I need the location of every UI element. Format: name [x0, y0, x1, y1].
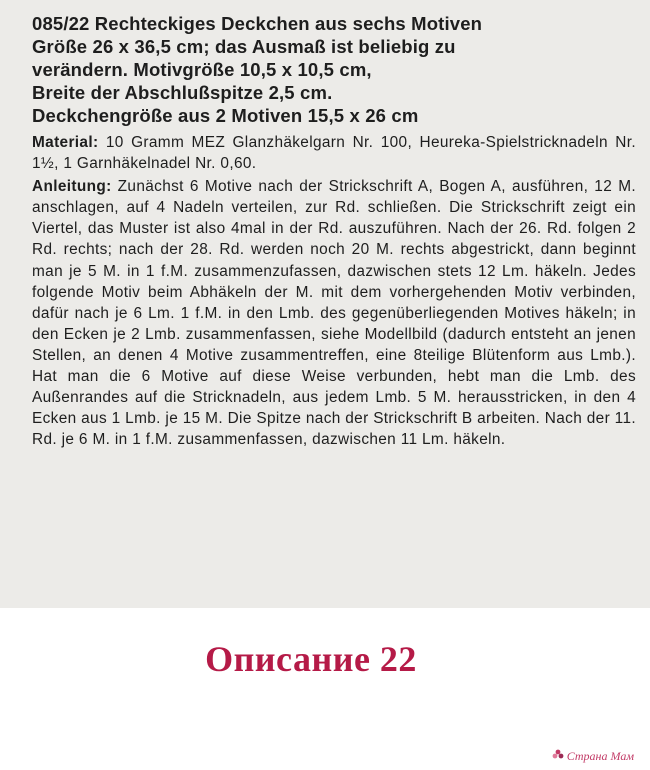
caption-text: Описание 22 [205, 639, 417, 679]
heading-line-1: 085/22 Rechteckiges Deckchen aus sechs Motiven [32, 13, 483, 34]
caption-title [0, 638, 650, 680]
heading-line-5: Deckchengröße aus 2 Motiven 15,5 x 26 cm [32, 105, 419, 126]
heading-line-2: Größe 26 x 36,5 cm; das Ausmaß ist beliebig zu [32, 36, 456, 57]
heading-line-4: Breite der Abschlußspitze 2,5 cm. [32, 82, 333, 103]
instructions-text: Zunächst 6 Motive nach der Strickschrift A, Bogen A, ausführen, 12 M. anschlagen, auf 4 Nadeln verteilen, zur Rd. schließen. Die Strickschrift zeigt ein Viertel, das Muster ist also 4mal in der Rd. auszuführen. Nach der 26. Rd. folgen 2 Rd. rechts; nach der 28. Rd. werden noch 20 M. rechts abgestrickt, dann beginnt man je 5 M. in 1 f.M. zusammenzufassen, dazwischen stets 12 Lm. häkeln. Jedes folgende Motiv beim Abhäkeln der M. mit dem vorhergehenden Motiv verbinden, dafür nach je 6 Lm. 1 f.M. in den Lmb. des gegenüberliegenden Motives häkeln; in den Ecken je 2 Lmb. zusammenfassen, siehe Modellbild (dadurch entsteht an jenen Stellen, an denen 4 Motive zusammentreffen, eine 8teilige Blütenform aus Lmb.). Hat man die 6 Motive auf diese Weise verbunden, hebt man die Lmb. des Außenrandes auf die Stricknadeln, aus jedem Lmb. 5 M. herausstricken, in den 4 Ecken aus 1 Lmb. je 15 M. Die Spitze nach der Strickschrift B arbeiten. Nach der 11. Rd. je 6 M. in 1 f.M. zusammenfassen, dazwischen 11 Lm. häkeln. [32, 178, 636, 449]
material-paragraph [32, 132, 636, 174]
heading-line-3: verändern. Motivgröße 10,5 x 10,5 cm, [32, 59, 372, 80]
material-text: 10 Gramm MEZ Glanzhäkelgarn Nr. 100, Heureka-Spielstricknadeln Nr. 1½, 1 Garnhäkelnadel Nr. 0,60. [32, 134, 636, 173]
watermark-text: Страна Мам [566, 749, 634, 763]
flower-icon [551, 748, 565, 762]
instructions-label: Anleitung: [32, 178, 112, 196]
material-label: Material: [32, 134, 99, 151]
instructions-paragraph [32, 176, 636, 450]
site-watermark [551, 748, 634, 764]
